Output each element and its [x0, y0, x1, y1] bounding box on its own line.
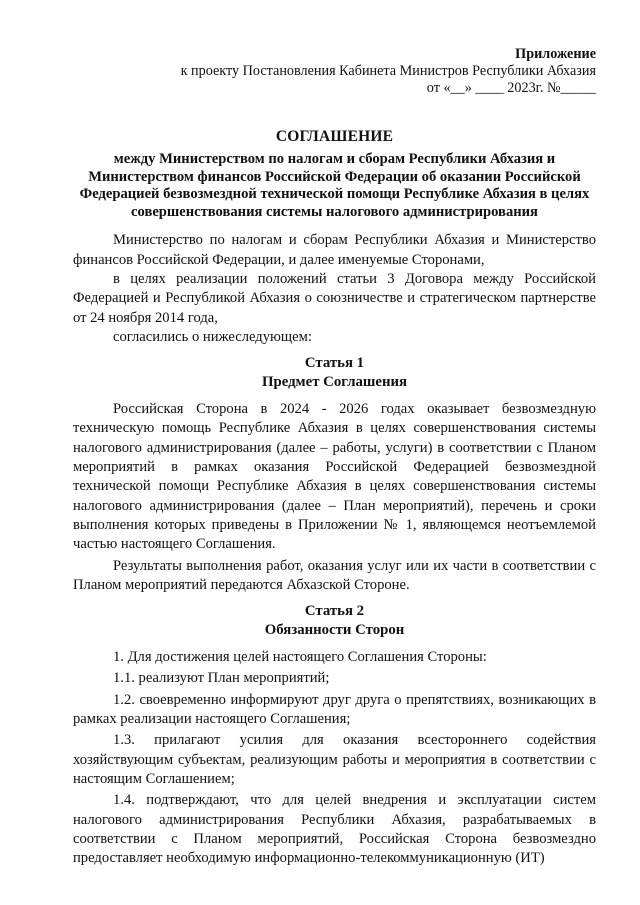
article-2-paragraph: 1.2. своевременно информируют друг друга о препятствиях, возникающих в рамках реализации настоящего Соглашения; [73, 691, 596, 728]
preamble-parties: Министерство по налогам и сборам Республики Абхазия и Министерство финансов Российской Федерации, и далее именуемые Сторонами, [73, 232, 596, 268]
article-1-name: Предмет Соглашения [261, 374, 408, 391]
preamble [73, 231, 596, 347]
article-2-paragraph: 1.4. подтверждают, что для целей внедрения и эксплуатации систем налогового администрирования Республики Абхазия, разрабатываемых в соответствии с Планом мероприятий, Российская Сторона безвозмездно предоставляет необходимую информационно-телекоммуникационную (ИТ) [73, 792, 596, 867]
document-subtitle: между Министерством по налогам и сборам Республики Абхазия и Министерством финансов Российской Федерации об оказании Российской Федерацией безвозмездной технической помощи Республике Абхазия в целях совершенствования системы налогового администрирования [79, 151, 590, 220]
article-2-paragraph: 1. Для достижения целей настоящего Соглашения Стороны: [113, 649, 487, 666]
annex-date-number: от «__» ____ 2023г. №_____ [426, 80, 596, 96]
article-2-paragraph: 1.1. реализуют План мероприятий; [113, 670, 330, 687]
article-2-paragraph: 1.3. прилагают усилия для оказания всестороннего содействия хозяйствующим субъектам, реализующим работы и мероприятия в соответствии с настоящим Соглашением; [73, 732, 596, 787]
article-2-number: Статья 2 [304, 603, 365, 620]
annex-reference: к проекту Постановления Кабинета Министров Республики Абхазия [180, 63, 596, 79]
article-2-name: Обязанности Сторон [264, 622, 405, 639]
preamble-agreed: согласились о нижеследующем: [113, 328, 312, 345]
article-2 [73, 602, 596, 868]
article-1-paragraph: Российская Сторона в 2024 - 2026 годах оказывает безвозмездную техническую помощь Республике Абхазия в целях совершенствования системы налогового администрирования (далее – работы, услуги) в соответствии с Планом мероприятий в рамках оказания Российской Федерацией безвозмездной технической помощи Республике Абхазия в целях совершенствования системы налогового администрирования (далее – План мероприятий), перечень и сроки выполнения которых приведены в Приложении № 1, являющемся неотъемлемой частью настоящего Соглашения. [73, 401, 596, 553]
article-1-number: Статья 1 [304, 355, 365, 372]
article-1-paragraph: Результаты выполнения работ, оказания услуг или их части в соответствии с Планом мероприятий передаются Абхазской Стороне. [73, 557, 596, 593]
document-title: СОГЛАШЕНИЕ [275, 128, 394, 145]
annex-block [73, 46, 596, 97]
article-1 [73, 354, 596, 595]
preamble-purpose: в целях реализации положений статьи 3 Договора между Российской Федерацией и Республикой Абхазия о союзничестве и стратегическом партнерстве от 24 ноября 2014 года, [73, 270, 596, 326]
annex-label: Приложение [515, 46, 596, 62]
